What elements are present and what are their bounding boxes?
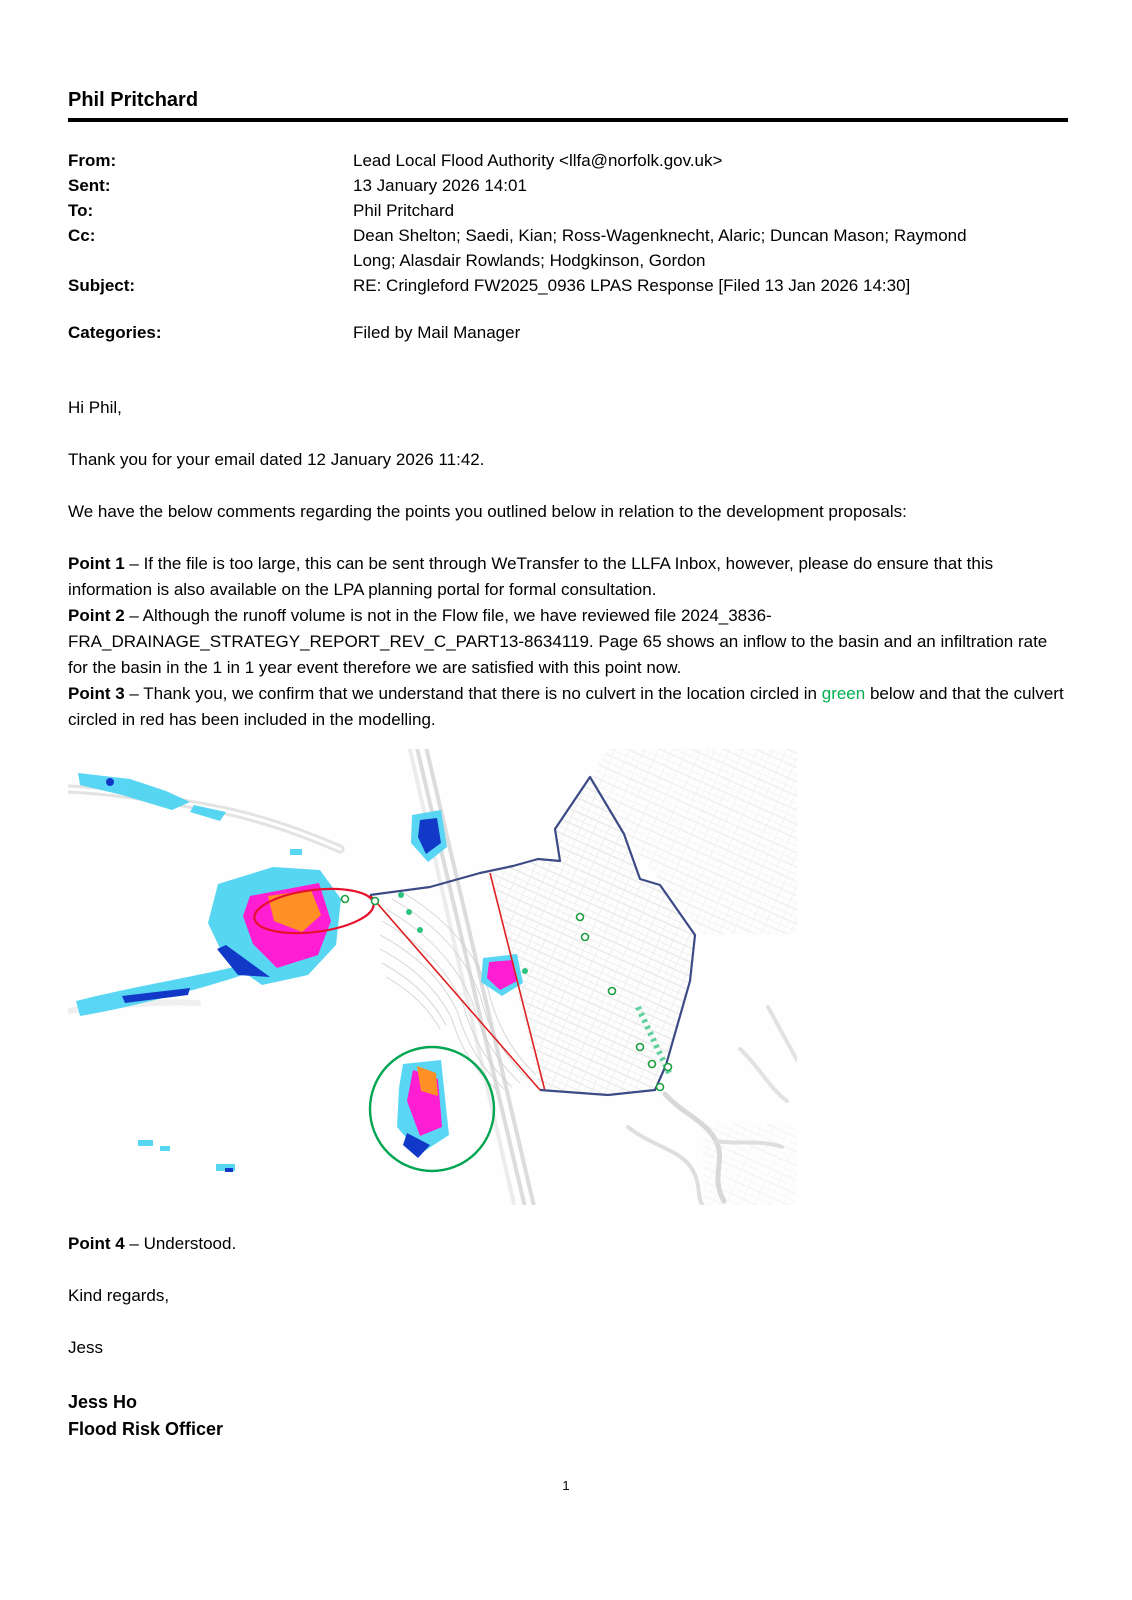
meta-value-cc: Dean Shelton; Saedi, Kian; Ross-Wagenknecht, Alaric; Duncan Mason; Raymond Long; Alasdair Rowlands; Hodgkinson, Gordon — [353, 226, 967, 270]
point-3-label: Point 3 — [68, 684, 125, 703]
greeting-line: Hi Phil, — [68, 398, 122, 417]
thanks-paragraph: Thank you for your email dated 12 January 2026 11:42. — [68, 450, 485, 469]
meta-value-from: Lead Local Flood Authority <llfa@norfolk.gov.uk> — [353, 151, 723, 170]
flood-map-image — [68, 749, 797, 1205]
meta-label-to: To: — [68, 201, 94, 220]
point-4-label: Point 4 — [68, 1234, 125, 1253]
point-4-text: – Understood. — [124, 1234, 237, 1253]
meta-label-categories: Categories: — [68, 323, 162, 342]
meta-label-cc: Cc: — [68, 226, 96, 245]
meta-value-categories: Filed by Mail Manager — [353, 323, 521, 342]
signature-block — [68, 1389, 1068, 1443]
header-divider — [68, 118, 1068, 122]
point-3-text-after: below and that the culvert circled in red has been included in the modelling. — [68, 684, 1064, 729]
meta-row-cc — [68, 223, 1068, 273]
point-4 — [68, 1231, 1068, 1257]
intro-paragraph: We have the below comments regarding the points you outlined below in relation to the development proposals: — [68, 502, 907, 521]
point-1-label: Point 1 — [68, 554, 125, 573]
meta-value-subject: RE: Cringleford FW2025_0936 LPAS Response [Filed 13 Jan 2026 14:30] — [353, 276, 911, 295]
point-2-text: – Although the runoff volume is not in the Flow file, we have reviewed file 2024_3836-FRA_DRAINAGE_STRATEGY_REPORT_REV_C_PART13-8634119. Page 65 shows an inflow to the basin and an infiltration rate for the basin in the 1 in 1 year event therefore we are satisfied with this point now. — [68, 606, 1048, 677]
signoff-name: Jess — [68, 1338, 103, 1357]
signature-name: Jess Ho — [68, 1392, 138, 1412]
meta-value-to: Phil Pritchard — [353, 201, 455, 220]
email-meta-section — [68, 148, 1068, 345]
meta-label-subject: Subject: — [68, 276, 136, 295]
point-2-label: Point 2 — [68, 606, 125, 625]
point-3-green-word: green — [821, 684, 866, 703]
point-1 — [68, 551, 1068, 603]
point-3-text-before: – Thank you, we confirm that we understand that there is no culvert in the location circled in — [124, 684, 822, 703]
closing-line: Kind regards, — [68, 1286, 170, 1305]
point-3 — [68, 681, 1068, 733]
meta-row-sent — [68, 173, 1068, 198]
meta-row-from — [68, 148, 1068, 173]
point-1-text: – If the file is too large, this can be sent through WeTransfer to the LLFA Inbox, however, please do ensure that this information is also available on the LPA planning portal for formal consultation. — [68, 554, 994, 599]
signature-title: Flood Risk Officer — [68, 1419, 224, 1439]
page-number: 1 — [562, 1478, 570, 1493]
meta-value-sent: 13 January 2026 14:01 — [353, 176, 527, 195]
meta-row-to — [68, 198, 1068, 223]
recipient-name-header: Phil Pritchard — [68, 89, 199, 111]
comment-points — [68, 551, 1068, 733]
meta-row-categories — [68, 320, 1068, 345]
meta-label-from: From: — [68, 151, 117, 170]
meta-label-sent: Sent: — [68, 176, 111, 195]
email-body — [68, 395, 1068, 1443]
meta-row-subject — [68, 273, 1068, 298]
point-2 — [68, 603, 1068, 681]
